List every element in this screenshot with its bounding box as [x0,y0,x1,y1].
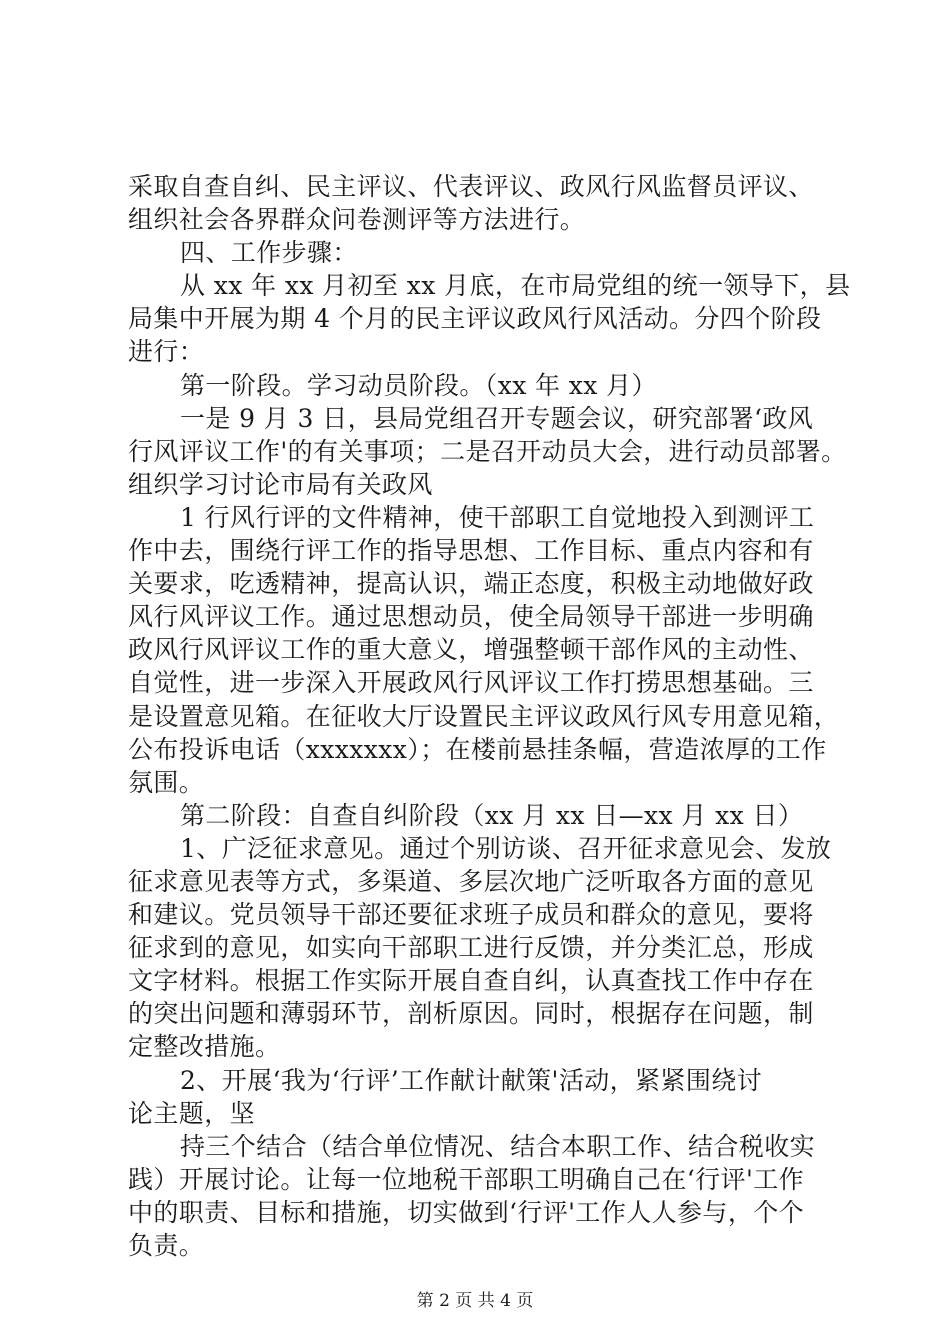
text-line: 持三个结合（结合单位情况、结合本职工作、结合税收实 [180,1131,816,1161]
text-line: 组织学习讨论市局有关政风 [128,469,433,499]
text-line: 从 xx 年 xx 月初至 xx 月底，在市局党组的统一领导下，县 [180,271,851,301]
text-line: 是设置意见箱。在征收大厅设置民主评议政风行风专用意见箱， [128,701,840,731]
text-line: 论主题，坚 [128,1098,256,1128]
text-line: 2、开展‘我为‘行评’工作献计献策'活动，紧紧围绕讨 [180,1065,763,1095]
text-line: 行风评议工作'的有关事项；二是召开动员大会，进行动员部署。 [128,436,847,466]
text-line: 关要求，吃透精神，提高认识，端正态度，积极主动地做好政 [128,569,814,599]
text-line: 1、广泛征求意见。通过个别访谈、召开征求意见会、发放 [180,833,832,863]
text-line: 进行： [128,337,205,367]
text-line: 的突出问题和薄弱环节，剖析原因。同时，根据存在问题，制 [128,999,814,1029]
text-line: 公布投诉电话（xxxxxxx）；在楼前悬挂条幅，营造浓厚的工作 [128,734,827,764]
text-line: 第二阶段：自查自纠阶段（xx 月 xx 日—xx 月 xx 日） [180,800,804,830]
text-line: 采取自查自纠、民主评议、代表评议、政风行风监督员评议、 [128,172,814,201]
page-footer: 第 2 页 共 4 页 [416,1291,534,1311]
text-line: 局集中开展为期 4 个月的民主评议政风行风活动。分四个阶段 [128,304,822,334]
text-line: 文字材料。根据工作实际开展自查自纠，认真查找工作中存在 [128,966,814,996]
text-line: 定整改措施。 [128,1032,281,1062]
text-line: 风行风评议工作。通过思想动员，使全局领导干部进一步明确 [128,602,814,632]
text-line: 1 行风行评的文件精神，使干部职工自觉地投入到测评工 [180,502,815,532]
text-line: 四、工作步骤： [180,238,358,268]
document-body [128,170,851,1262]
text-line: 践）开展讨论。让每一位地税干部职工明确自己在‘行评'工作 [128,1164,805,1194]
text-line: 第一阶段。学习动员阶段。（xx 年 xx 月） [180,370,657,400]
text-line: 一是 9 月 3 日，县局党组召开专题会议，研究部署‘政风 [180,403,814,433]
text-line: 作中去，围绕行评工作的指导思想、工作目标、重点内容和有 [128,536,814,566]
text-line: 负责。 [128,1231,205,1260]
text-line: 中的职责、目标和措施，切实做到‘行评'工作人人参与，个个 [128,1197,805,1227]
text-line: 政风行风评议工作的重大意义，增强整顿干部作风的主动性、 [128,635,814,665]
text-line: 征求意见表等方式，多渠道、多层次地广泛听取各方面的意见 [128,866,814,896]
text-line: 征求到的意见，如实向干部职工进行反馈，并分类汇总，形成 [128,933,814,963]
text-line: 自觉性，进一步深入开展政风行风评议工作打捞思想基础。三 [128,668,814,698]
text-line: 组织社会各界群众问卷测评等方法进行。 [128,205,586,235]
text-line: 和建议。党员领导干部还要征求班子成员和群众的意见，要将 [128,900,814,930]
text-line: 氛围。 [128,767,205,797]
